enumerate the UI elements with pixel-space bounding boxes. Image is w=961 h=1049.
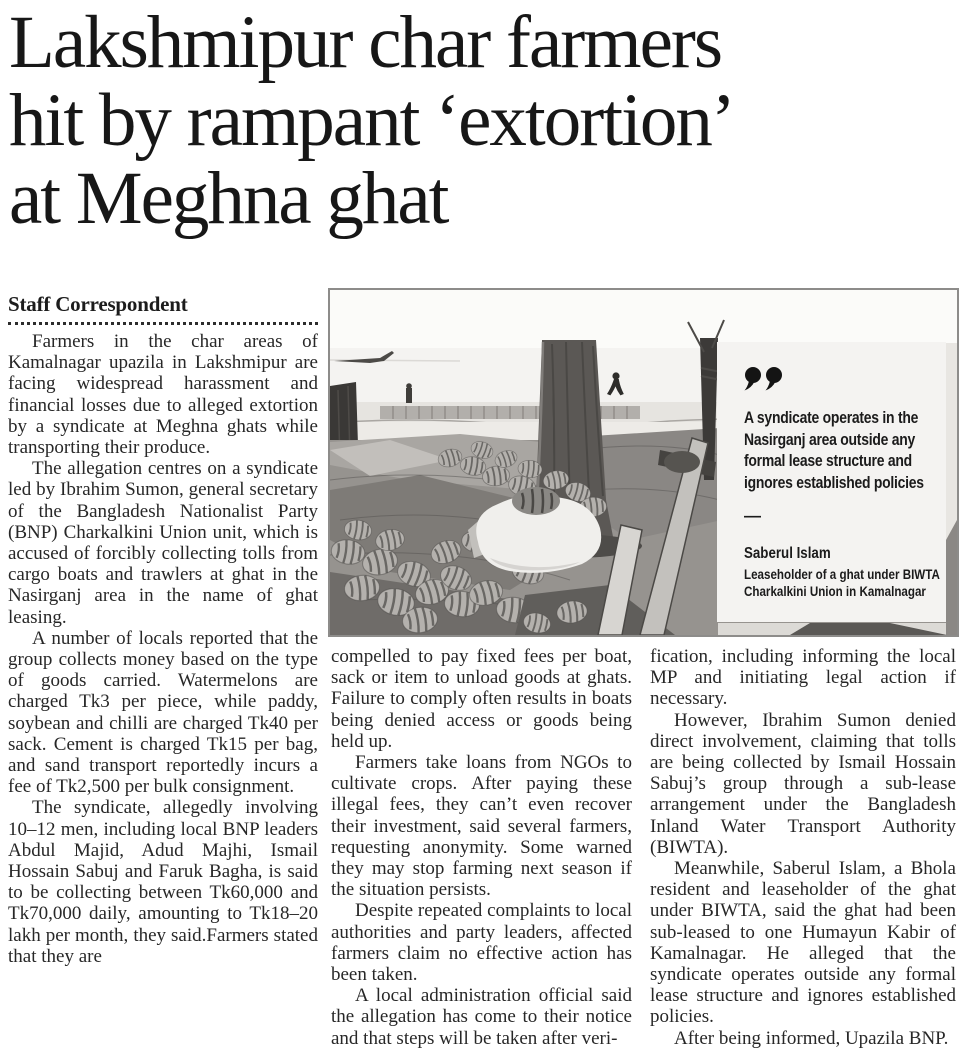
- paragraph: The syndicate, allegedly involving 10–12 men, including local BNP leaders Abdul Majid, Adud Majhi, Ismail Hossain Sabuj and Faruk Bagha, is said to be collecting between Tk60,000 and Tk70,000 daily, amounting to Tk18–20 lakh per month, they said.Farmers stated that they are: [8, 797, 318, 967]
- paragraph: The allegation centres on a syndicate led by Ibrahim Sumon, general secretary of the Bangladesh Nationalist Party (BNP) Charkalkini Union unit, which is accused of forcibly collecting tolls from cargo boats and trawlers at ghat in the Nasirganj area in the name of ghat leasing.: [8, 458, 318, 628]
- article-headline: [9, 1, 957, 240]
- quote-separator: —: [744, 506, 761, 525]
- role-line: Leaseholder of a ghat under BIWTA: [744, 567, 940, 582]
- paragraph: A local administration official said the allegation has come to their notice and that steps will be taken after veri-: [331, 985, 632, 1049]
- paragraph: Despite repeated complaints to local authorities and party leaders, affected farmers claim no effective action has been taken.: [331, 900, 632, 986]
- headline-line-2: hit by rampant ‘extortion’: [9, 79, 734, 162]
- photo-right-strip-dark: [946, 520, 957, 635]
- byline: Staff Correspondent: [8, 292, 188, 316]
- paragraph: Meanwhile, Saberul Islam, a Bhola resident and leaseholder of the ghat under BIWTA, said the ghat had been sub-leased to one Humayun Kabir of Kamalnagar. He alleged that the syndicate operates outside any formal lease structure and ignores established policies.: [650, 858, 956, 1028]
- paragraph: After being informed, Upazila BNP.: [674, 1027, 949, 1049]
- person-silhouette: [406, 383, 412, 403]
- quote-attribution-role: [744, 566, 940, 600]
- article-column-2: [331, 646, 632, 1049]
- paragraph: fication, including informing the local MP and initiating legal action if necessary.: [650, 646, 956, 710]
- byline-block: [8, 292, 318, 325]
- paragraph: Farmers take loans from NGOs to cultivate crops. After paying these illegal fees, they can’t even recover their investment, said several farmers, requesting anonymity. Some warned they may stop farming next season if the situation persists.: [331, 752, 632, 901]
- double-quote-icon: [744, 366, 786, 392]
- quote-attribution-name: Saberul Islam: [744, 545, 831, 562]
- dark-bag: [664, 451, 700, 473]
- watermelon-on-sack: [512, 487, 560, 515]
- paragraph: A number of locals reported that the group collects money based on the type of goods carried. Watermelons are charged Tk3 per piece, while paddy, soybean and chilli are charged Tk40 per sack. Cement is charged Tk15 per bag, and sand transport reportedly incurs a fee of Tk2,500 per bulk consignment.: [8, 627, 318, 798]
- article-column-3: [650, 646, 956, 1049]
- quote-line: Nasirganj area outside any: [744, 429, 916, 449]
- quote-line: A syndicate operates in the: [744, 408, 919, 427]
- quote-line: ignores established policies: [744, 472, 924, 492]
- paragraph: compelled to pay fixed fees per boat, sack or item to unload goods at ghats. Failure to comply often results in boats being denied access or goods being held up.: [331, 646, 632, 752]
- article-column-1: [8, 331, 318, 967]
- headline-line-3: at Meghna ghat: [9, 157, 448, 240]
- paragraph: However, Ibrahim Sumon denied direct involvement, claiming that tolls are being collected by Ismail Hossain Sabuj’s group through a sub-lease arrangement under the Bangladesh Inland Water Transport Authority (BIWTA).: [650, 709, 956, 858]
- dotted-rule: [8, 318, 318, 325]
- quote-line: formal lease structure and: [744, 451, 912, 470]
- headline-line-1: Lakshmipur char farmers: [9, 1, 722, 84]
- paragraph: Farmers in the char areas of Kamalnagar upazila in Lakshmipur are facing widespread harassment and financial losses due to alleged extortion by a syndicate at Meghna ghats while transporting their produce.: [8, 331, 318, 459]
- pull-quote-text: [744, 407, 924, 493]
- pull-quote-box: [717, 342, 946, 622]
- role-line: Charkalkini Union in Kamalnagar: [744, 584, 926, 599]
